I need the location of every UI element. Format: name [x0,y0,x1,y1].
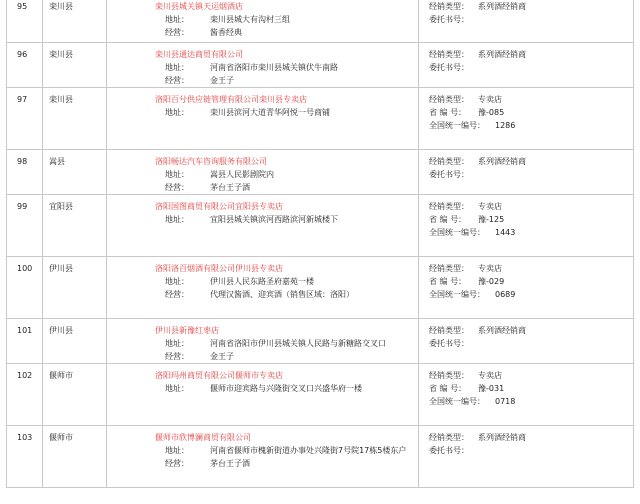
license-value: 1443 [495,228,516,237]
license-line [429,275,633,288]
license-cell [419,426,634,488]
business-line [155,26,418,39]
address-label: 地址： [165,108,189,117]
company-name: 洛阳洛百烟酒有限公司伊川县专卖店 [155,264,283,273]
table-row [7,0,634,43]
address-label: 地址： [165,15,189,24]
license-value: 0689 [495,290,516,299]
dealer-cell [107,364,419,426]
dealer-cell [107,88,419,150]
address-label: 地址： [165,446,189,455]
business-value: 金王子 [210,76,234,85]
dealer-cell [107,43,419,88]
address-line [155,444,418,457]
address-value: 宜阳县城关镇滨河西路滨河新城楼下 [210,215,338,224]
business-value: 茅台王子酒 [210,459,250,468]
address-label: 地址： [165,63,189,72]
license-label: 经销类型： [429,326,469,335]
address-value: 栾川县滨河大道青华阿悦一号商铺 [210,108,330,117]
company-name: 洛阳畅达汽车咨询服务有限公司 [155,157,267,166]
license-line [429,213,633,226]
address-line [155,61,418,74]
license-label: 经销类型： [429,95,469,104]
table-row [7,150,634,195]
address-line [155,337,418,350]
row-number: 103 [7,426,43,488]
license-line [429,324,633,337]
address-label: 地址： [165,215,189,224]
license-cell [419,150,634,195]
license-value: 专卖店 [478,95,502,104]
address-line [155,382,418,395]
row-number: 99 [7,195,43,257]
business-line [155,457,418,470]
address-line [155,13,418,26]
license-label: 省 编 号： [429,384,467,393]
license-value: 豫-085 [478,108,505,117]
address-value: 河南省偃师市槐新街道办事处兴隆街7号院17栋5楼东户 [210,446,407,455]
license-cell [419,43,634,88]
license-value: 系列酒经销商 [478,433,526,442]
license-label: 全国统一编号： [429,228,485,237]
license-value: 系列酒经销商 [478,326,526,335]
business-label: 经营： [165,290,189,299]
company-name: 栾川县城关镇天运烟酒店 [155,2,243,11]
license-label: 全国统一编号： [429,397,485,406]
license-label: 全国统一编号： [429,290,485,299]
license-line [429,444,633,457]
license-label: 委托书号： [429,170,469,179]
license-label: 省 编 号： [429,108,467,117]
license-value: 系列酒经销商 [478,157,526,166]
license-label: 委托书号： [429,15,469,24]
business-value: 酱香经典 [210,28,242,37]
business-label: 经营： [165,459,189,468]
license-label: 经销类型： [429,50,469,59]
license-value: 1286 [495,121,516,130]
business-value: 代理汉酱酒、迎宾酒（销售区域：洛阳） [210,290,354,299]
county-cell: 栾川县 [43,88,107,150]
license-line [429,431,633,444]
business-label: 经营： [165,76,189,85]
business-line [155,74,418,87]
row-number: 101 [7,319,43,364]
license-value: 系列酒经销商 [478,50,526,59]
dealer-cell [107,195,419,257]
license-cell [419,88,634,150]
license-line [429,262,633,275]
dealer-cell [107,0,419,43]
license-label: 委托书号： [429,63,469,72]
license-cell [419,195,634,257]
table-row [7,43,634,88]
county-cell: 伊川县 [43,257,107,319]
license-line [429,13,633,26]
license-line [429,61,633,74]
table-row [7,364,634,426]
company-name: 洛阳国图商贸有限公司宜阳县专卖店 [155,202,283,211]
license-value: 0718 [495,397,516,406]
address-value: 伊川县人民东路圣府嘉苑一楼 [210,277,314,286]
dealer-cell [107,426,419,488]
county-cell: 栾川县 [43,0,107,43]
license-line [429,200,633,213]
company-name: 伊川县新豫红枣店 [155,326,219,335]
company-name: 洛阳玛州商贸有限公司偃师市专卖店 [155,371,283,380]
address-line [155,213,418,226]
license-line [429,0,633,13]
address-value: 栾川县城大有沟村三组 [210,15,290,24]
table-row [7,426,634,488]
license-label: 全国统一编号： [429,121,485,130]
company-name: 栾川县通达商贸有限公司 [155,50,243,59]
business-line [155,288,418,301]
address-label: 地址： [165,384,189,393]
license-value: 豫-029 [478,277,505,286]
row-number: 97 [7,88,43,150]
license-label: 委托书号： [429,446,469,455]
table-row [7,257,634,319]
business-value: 金王子 [210,352,234,361]
license-line [429,382,633,395]
address-value: 河南省洛阳市栾川县城关镇伏牛南路 [210,63,338,72]
county-cell: 伊川县 [43,319,107,364]
license-label: 经销类型： [429,157,469,166]
county-cell: 宜阳县 [43,195,107,257]
license-line [429,337,633,350]
license-line [429,48,633,61]
license-value: 豫-125 [478,215,505,224]
row-number: 98 [7,150,43,195]
business-line [155,350,418,363]
address-line [155,168,418,181]
dealer-cell [107,319,419,364]
business-label: 经营： [165,352,189,361]
license-label: 省 编 号： [429,277,467,286]
row-number: 100 [7,257,43,319]
license-line [429,226,633,239]
license-line [429,119,633,132]
license-label: 经销类型： [429,202,469,211]
address-value: 河南省洛阳市伊川县城关镇人民路与新糖路交叉口 [210,339,386,348]
license-label: 委托书号： [429,339,469,348]
license-label: 经销类型： [429,371,469,380]
license-line [429,288,633,301]
row-number: 95 [7,0,43,43]
license-line [429,155,633,168]
dealer-cell [107,150,419,195]
license-value: 专卖店 [478,264,502,273]
license-label: 经销类型： [429,264,469,273]
license-label: 经销类型： [429,2,469,11]
license-cell [419,257,634,319]
license-line [429,369,633,382]
row-number: 102 [7,364,43,426]
business-label: 经营： [165,28,189,37]
address-value: 偃师市迎宾路与兴隆街交叉口兴盛华府一楼 [210,384,362,393]
license-line [429,168,633,181]
table-row [7,319,634,364]
row-number: 96 [7,43,43,88]
license-value: 专卖店 [478,371,502,380]
business-label: 经营： [165,183,189,192]
table-row [7,88,634,150]
business-value: 茅台王子酒 [210,183,250,192]
table-row [7,195,634,257]
county-cell: 嵩县 [43,150,107,195]
company-name: 偃师市欣博澜商贸有限公司 [155,433,251,442]
county-cell: 偃师市 [43,426,107,488]
dealer-table [6,0,634,488]
address-label: 地址： [165,339,189,348]
license-cell [419,319,634,364]
license-line [429,93,633,106]
license-label: 省 编 号： [429,215,467,224]
address-label: 地址： [165,277,189,286]
address-value: 嵩县人民影剧院内 [210,170,274,179]
license-cell [419,0,634,43]
address-label: 地址： [165,170,189,179]
business-line [155,181,418,194]
license-value: 豫-031 [478,384,505,393]
county-cell: 栾川县 [43,43,107,88]
dealer-cell [107,257,419,319]
address-line [155,275,418,288]
license-label: 经销类型： [429,433,469,442]
license-line [429,106,633,119]
company-name: 洛阳百兮供应链管理有限公司栾川县专卖店 [155,95,307,104]
license-value: 系列酒经销商 [478,2,526,11]
license-line [429,395,633,408]
license-value: 专卖店 [478,202,502,211]
county-cell: 偃师市 [43,364,107,426]
address-line [155,106,418,119]
license-cell [419,364,634,426]
